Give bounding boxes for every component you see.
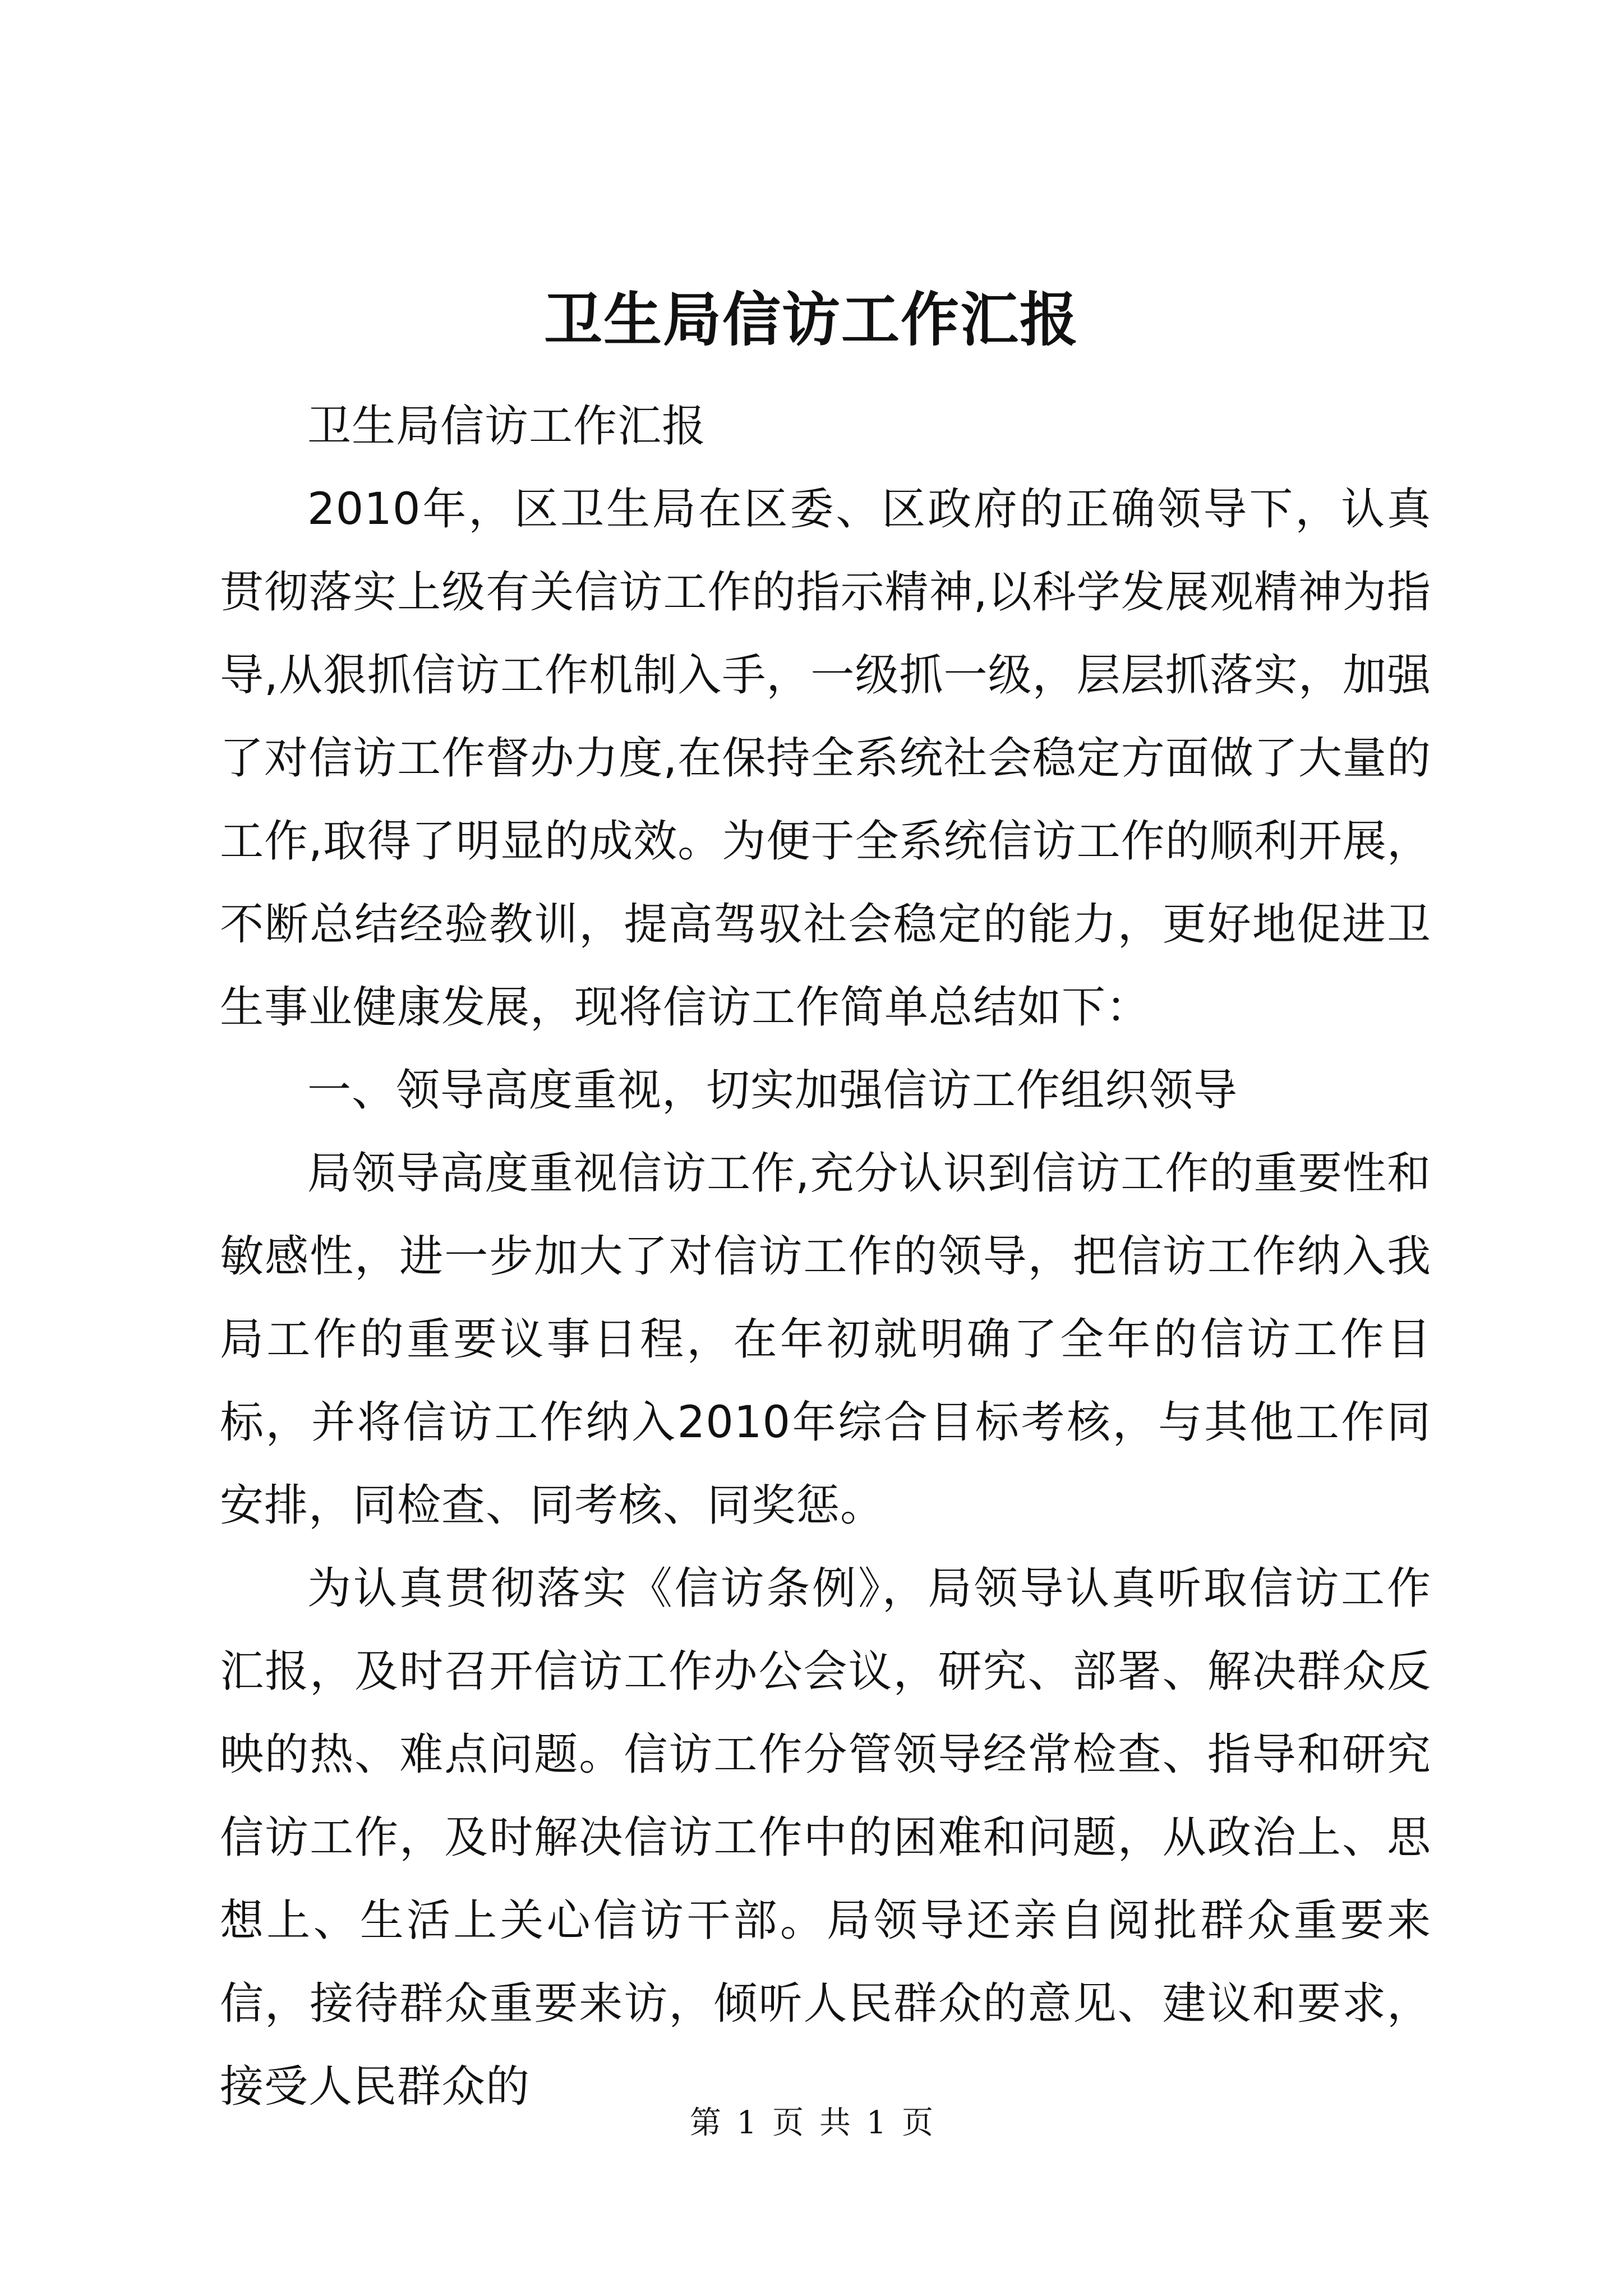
section-heading: 一、领导高度重视，切实加强信访工作组织领导 bbox=[307, 1065, 1238, 1116]
paragraph-regulations: 为认真贯彻落实《信访条例》，局领导认真听取信访工作汇报，及时召开信访工作办公会议，研究、部署、解决群众反映的热、难点问题。信访工作分管领导经常检查、指导和研究信访工作，及时解决信访工作中的困难和问题，从政治上、思想上、生活上关心信访干部。局领导还亲自阅批群众重要来信，接待群众重要来访，倾听人民群众的意见、建议和要求，接受人民群众的 bbox=[220, 1563, 1431, 2112]
document-title: 卫生局信访工作汇报 bbox=[543, 285, 1079, 354]
document-body bbox=[220, 385, 1431, 2128]
paragraph-leadership: 局领导高度重视信访工作,充分认识到信访工作的重要性和敏感性，进一步加大了对信访工作的领导，把信访工作纳入我局工作的重要议事日程，在年初就明确了全年的信访工作目标，并将信访工作纳入2010年综合目标考核，与其他工作同安排，同检查、同考核、同奖惩。 bbox=[220, 1148, 1431, 1531]
page-footer: 第 1 页 共 1 页 bbox=[689, 2105, 934, 2141]
paragraph-intro: 2010年，区卫生局在区委、区政府的正确领导下，认真贯彻落实上级有关信访工作的指示精神,以科学发展观精神为指导,从狠抓信访工作机制入手，一级抓一级，层层抓落实，加强了对信访工作督办力度,在保持全系统社会稳定方面做了大量的工作,取得了明显的成效。为便于全系统信访工作的顺利开展，不断总结经验教训，提高驾驭社会稳定的能力，更好地促进卫生事业健康发展，现将信访工作简单总结如下： bbox=[220, 484, 1431, 1033]
paragraph-subtitle: 卫生局信访工作汇报 bbox=[307, 401, 707, 452]
